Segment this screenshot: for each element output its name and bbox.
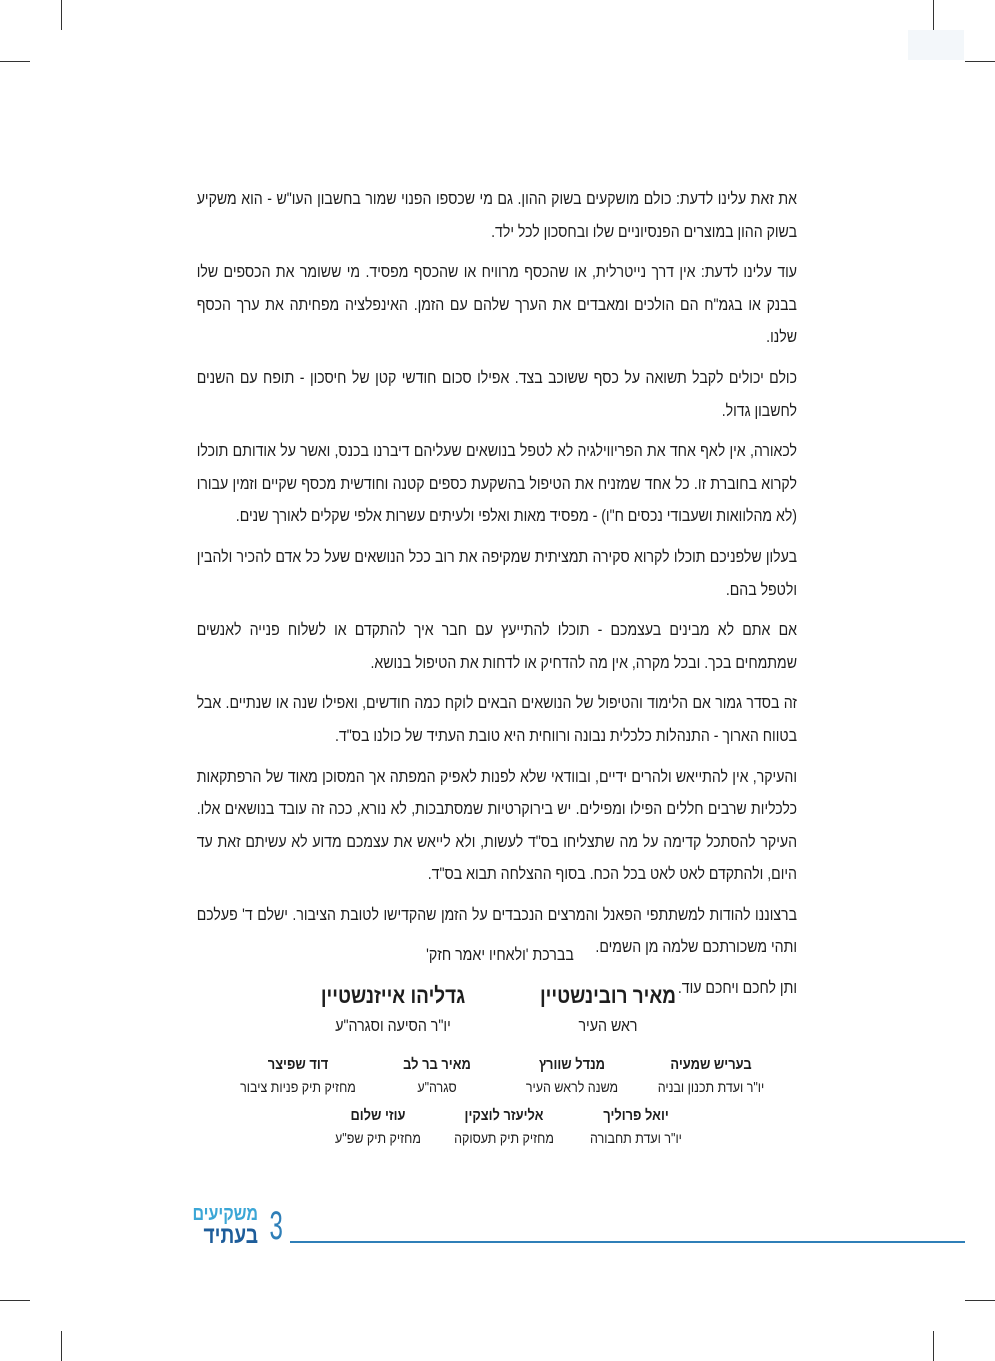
- paragraph: זה בסדר גמור אם הלימוד והטיפול של הנושאים הבאים לוקח כמה חודשים, ואפילו שנה או שנתיים. אבל בטווח הארוך - התנהלות כלכלית נבונה ורווחית היא טובת העתיד של כולנו בס"ד.: [196, 694, 797, 745]
- crop-mark: [61, 1331, 62, 1361]
- signatory-role: סגרה"ע: [417, 1080, 457, 1096]
- signatory-name: מאיר רובינשטיין: [539, 983, 677, 1008]
- signatory-name: מאיר בר לב: [403, 1056, 471, 1073]
- signatory: [497, 1055, 647, 1098]
- crop-mark: [933, 1331, 934, 1361]
- crop-mark: [933, 0, 934, 30]
- page-number: 3: [269, 1204, 283, 1248]
- signatory-role: מחזיק תיק פניות ציבור: [240, 1080, 356, 1096]
- paragraph: את זאת עלינו לדעת: כולם מושקעים בשוק ההון. גם מי שכספו הפנוי שמור בחשבון העו"ש - הוא משקיע בשוק ההון במוצרים הפנסיוניים שלו ובחסכון לכל ילד.: [196, 190, 797, 241]
- footer-divider: [290, 1241, 965, 1243]
- signatory-mayor: [508, 982, 708, 1040]
- body-text: [197, 183, 797, 1013]
- signatory: [223, 1055, 373, 1098]
- signatory-name: דוד שפיצר: [267, 1056, 329, 1073]
- signatory-role: ראש העיר: [578, 1017, 638, 1035]
- signatory-role: יו"ר ועדת תכנון ובניה: [657, 1080, 765, 1096]
- corner-tint: [908, 30, 964, 60]
- paragraph: לכאורה, אין לאף אחד את הפריווילגיה לא לטפל בנושאים שעליהם דיברנו בכנס, ואשר על אודותם תוכלו לקרוא בחוברת זו. כל אחד שמזניח את הטיפול בהשקעת כספים קטנה וחודשית מכסף שקיים וזמין עבורו (לא מהלוואות ושעבודי נכסים ח"ו) - מפסיד מאות ואלפי ולעיתים עשרות אלפי שקלים לאורך שנים.: [196, 442, 797, 526]
- paragraph: והעיקר, אין להתייאש ולהרים ידיים, ובוודאי שלא לפנות לאפיק המפתה אך המסוכן מאוד של הרפתקאות כלכליות שרבים חללים הפילו ומפילים. יש בירוקרטיות שמסתבכות, לא נורא, ככה זה עובד בנושאים אלו. העיקר להסתכל קדימה על מה שתצליחו בס"ד לעשות, ולא לייאש את עצמכם מדוע לא עשיתם זאת עד היום, ולהתקדם לאט לאט בכל הכח. בסוף ההצלחה תבוא בס"ד.: [196, 767, 797, 884]
- signatory: [561, 1106, 711, 1149]
- signatory-name: אליעזר לוצקין: [464, 1107, 544, 1124]
- signatory: [636, 1055, 786, 1098]
- crop-mark: [0, 1300, 30, 1301]
- signatory-name: יואל פרוליך: [603, 1107, 669, 1124]
- signatory-name: בעריש שמעיה: [670, 1056, 752, 1073]
- brand-logo: [188, 1203, 258, 1247]
- crop-mark: [61, 0, 62, 30]
- logo-line1: משקיעים: [192, 1203, 258, 1225]
- paragraph: עוד עלינו לדעת: אין דרך נייטרלית, או שהכסף מרוויח או שהכסף מפסיד. מי ששומר את הכספים שלו בבנק או בגמ"ח הם הולכים ומאבדים את הערך שלהם עם הזמן. האינפלציה מפחיתה את ערך הכסף שלנו.: [196, 263, 797, 347]
- paragraph: כולם יכולים לקבל תשואה על כסף ששוכב בצד. אפילו סכום חודשי קטן של חיסכון - תופח עם השנים לחשבון גדול.: [196, 368, 797, 420]
- signatory-name: מנדל שוורץ: [538, 1056, 606, 1073]
- paragraph: בעלון שלפניכם תוכלו לקרוא סקירה תמציתית שמקיפה את רוב ככל הנושאים שעל כל אדם להכיר ולהבין ולטפל בהם.: [196, 547, 797, 599]
- signatory-role: יו"ר הסיעה וסגרה"ע: [335, 1017, 451, 1035]
- signatory: [303, 1106, 453, 1149]
- crop-mark: [965, 1300, 995, 1301]
- signatory-faction-chair: [293, 982, 493, 1040]
- logo-line2: בעתיד: [203, 1222, 258, 1249]
- signatory-name: גדליהו אייזנשטיין: [320, 983, 466, 1008]
- signatory-name: עוזי שלום: [350, 1107, 406, 1124]
- crop-mark: [0, 61, 30, 62]
- paragraph: ברצוננו להודות למשתתפי הפאנל והמרצים הנכבדים על הזמן שהקדישו לטובת הציבור. ישלם ד' פעלכם ותהי משכורתכם שלמה מן השמים.: [196, 905, 797, 957]
- signatory-role: יו"ר ועדת תחבורה: [590, 1131, 682, 1147]
- signatory-role: מחזיק תיק תעסוקה: [454, 1131, 554, 1147]
- paragraph: ותן לחכם ויחכם עוד.: [677, 979, 797, 998]
- paragraph: אם אתם לא מבינים בעצמכם - תוכלו להתייעץ עם חבר איך להתקדם או לשלוח פנייה לאנשים שמתמחים בכך. ובכל מקרה, אין מה להדחיק או לדחות את הטיפול בנושא.: [196, 621, 797, 672]
- blessing: בברכת 'ולאחיו יאמר חזק': [426, 946, 574, 964]
- crop-mark: [965, 61, 995, 62]
- signatory: [362, 1055, 512, 1098]
- signatory-role: מחזיק תיק שפ"ע: [335, 1131, 421, 1147]
- signatory-role: משנה לראש העיר: [525, 1080, 619, 1096]
